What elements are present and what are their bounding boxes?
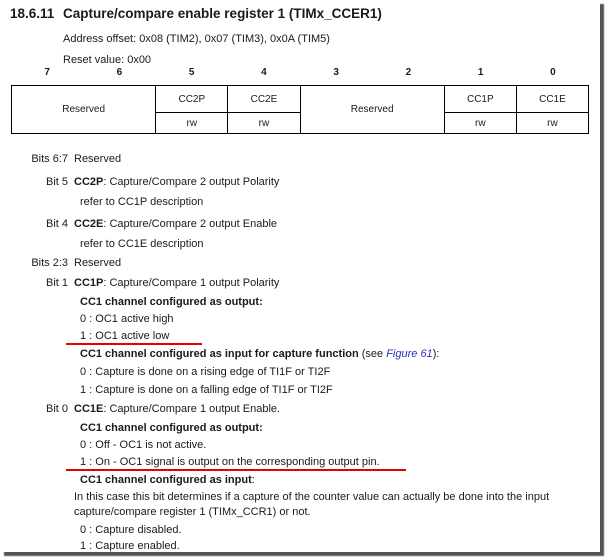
bit-1-output-value-1: 1 : OC1 active low (80, 330, 170, 342)
reset-value-line: Reset value: 0x00 (63, 54, 152, 66)
bit-0-output-value-1: 1 : On - OC1 signal is output on the corresponding output pin. (80, 456, 380, 468)
cell-cc1e-access: rw (516, 113, 588, 134)
address-offset-line: Address offset: 0x08 (TIM2), 0x07 (TIM3), 0x0A (TIM5) (63, 33, 330, 45)
bit-0-input-value-0: 0 : Capture disabled. (80, 524, 182, 536)
bits-2-3-row (0, 257, 121, 270)
register-table (11, 85, 589, 134)
bit-1-input-heading-close: ): (432, 348, 440, 360)
bit-number-5: 5 (188, 67, 195, 78)
cell-cc2e-access: rw (228, 113, 300, 134)
page-title: Capture/compare enable register 1 (TIMx_CCER1) (63, 6, 382, 21)
bits-6-7-text: Reserved (74, 153, 122, 165)
bit-1-input-heading (80, 348, 439, 361)
bit-0-input-paragraph-line2: capture/compare register 1 (TIMx_CCR1) or not. (74, 506, 311, 518)
bits-6-7-row (0, 153, 121, 166)
bit-0-output-heading: CC1 channel configured as output: (80, 422, 263, 434)
bits-2-3-label: Bits 2:3 (31, 257, 68, 269)
bit-0-desc: : Capture/Compare 1 output Enable. (103, 403, 281, 415)
bit-0-input-heading-colon: : (251, 474, 255, 486)
cell-reserved-bits-7-6: Reserved (12, 86, 156, 134)
bit-number-6: 6 (116, 67, 123, 78)
bit-number-3: 3 (333, 67, 339, 78)
bit-1-output-heading: CC1 channel configured as output: (80, 296, 263, 308)
bit-number-7: 7 (44, 67, 50, 78)
bit-0-input-heading-bold: CC1 channel configured as input (80, 474, 252, 486)
bit-1-desc: : Capture/Compare 1 output Polarity (103, 277, 280, 289)
bit-0-label: Bit 0 (45, 403, 68, 415)
bit-5-label: Bit 5 (45, 176, 68, 188)
section-heading (10, 6, 382, 21)
bit-4-row (0, 218, 277, 231)
bit-number-2: 2 (405, 67, 412, 78)
bit-1-label: Bit 1 (45, 277, 68, 289)
annotation-underline-oc1-active-low (66, 343, 202, 345)
cell-cc1p-access: rw (444, 113, 516, 134)
bit-4-name: CC2E (74, 218, 104, 230)
bit-1-input-heading-bold: CC1 channel configured as input for capture function (80, 348, 359, 360)
bit-number-4: 4 (261, 67, 267, 78)
bit-0-row (0, 403, 280, 416)
bit-5-desc: : Capture/Compare 2 output Polarity (103, 176, 280, 188)
annotation-underline-oc1-signal-output (66, 469, 406, 471)
bit-0-output-value-0: 0 : Off - OC1 is not active. (80, 439, 207, 451)
bit-0-input-heading (80, 474, 255, 487)
bit-1-output-value-0: 0 : OC1 active high (80, 313, 174, 325)
bit-5-name: CC2P (74, 176, 104, 188)
cell-cc1e: CC1E (516, 86, 588, 113)
cell-reserved-bits-3-2: Reserved (300, 86, 444, 134)
bit-0-input-paragraph-line1: In this case this bit determines if a capture of the counter value can actually be done into the input (74, 491, 550, 503)
bit-1-input-value-1: 1 : Capture is done on a falling edge of TI1F or TI2F (80, 384, 333, 396)
bit-5-subline: refer to CC1P description (80, 196, 204, 208)
bit-0-name: CC1E (74, 403, 104, 415)
bit-4-label: Bit 4 (45, 218, 68, 230)
bit-5-row (0, 176, 279, 189)
cell-cc2p: CC2P (156, 86, 228, 113)
bits-2-3-text: Reserved (74, 257, 122, 269)
section-number: 18.6.11 (10, 6, 55, 21)
cell-cc2p-access: rw (156, 113, 228, 134)
bit-1-input-heading-see: (see (358, 348, 387, 360)
bit-1-name: CC1P (74, 277, 104, 289)
bit-1-input-value-0: 0 : Capture is done on a rising edge of TI1F or TI2F (80, 366, 331, 378)
bit-number-1: 1 (477, 67, 484, 78)
bit-number-ruler (11, 67, 589, 78)
bits-6-7-label: Bits 6:7 (31, 153, 68, 165)
bit-4-subline: refer to CC1E description (80, 238, 204, 250)
figure-61-link[interactable]: Figure 61 (386, 348, 433, 360)
bit-4-desc: : Capture/Compare 2 output Enable (103, 218, 278, 230)
bit-0-input-value-1: 1 : Capture enabled. (80, 540, 180, 552)
cell-cc1p: CC1P (444, 86, 516, 113)
cell-cc2e: CC2E (228, 86, 300, 113)
bit-1-row (0, 277, 279, 290)
bit-number-0: 0 (550, 67, 556, 78)
